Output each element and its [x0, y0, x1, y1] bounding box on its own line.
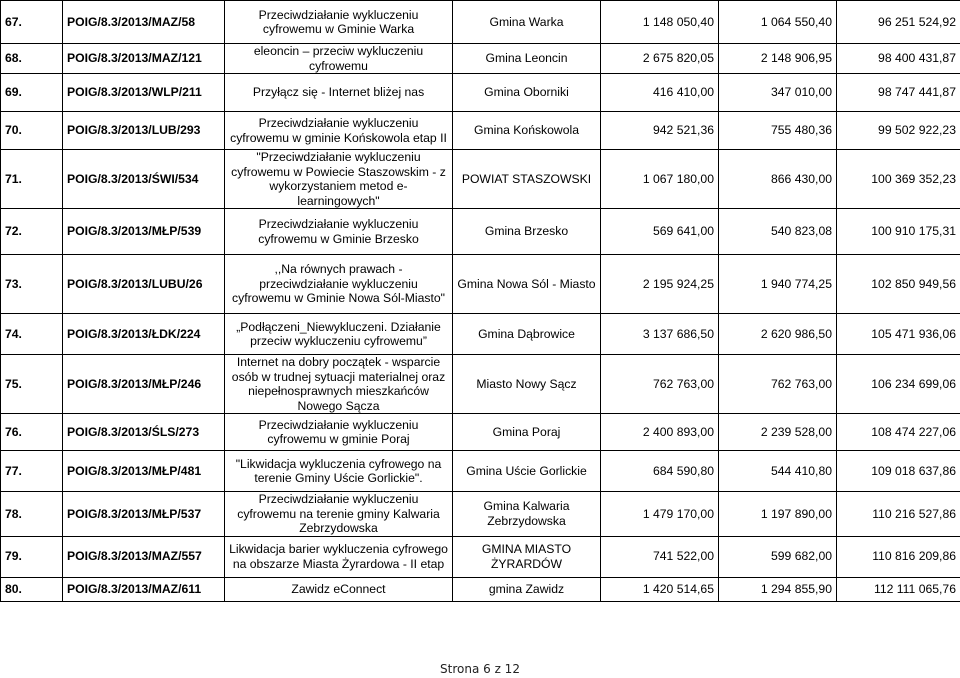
project-title: Internet na dobry początek - wsparcie osób w trudnej sytuacji materialnej oraz niepełnosprawnych mieszkańców Nowego Sącza [225, 355, 453, 414]
table-row [1, 577, 960, 601]
table-row [1, 536, 960, 577]
row-number: 71. [1, 150, 63, 209]
table-row [1, 209, 960, 255]
beneficiary: Gmina Oborniki [453, 74, 601, 112]
row-number: 73. [1, 255, 63, 314]
page-number: Strona 6 z 12 [440, 662, 520, 676]
project-id: POIG/8.3/2013/ŁDK/224 [63, 314, 225, 355]
cofinancing-amount: 762 763,00 [719, 355, 837, 414]
total-value: 2 195 924,25 [601, 255, 719, 314]
beneficiary: Gmina Warka [453, 1, 601, 44]
total-value: 1 479 170,00 [601, 492, 719, 537]
row-number: 77. [1, 451, 63, 492]
cumulative-amount: 98 400 431,87 [837, 44, 960, 74]
row-number: 78. [1, 492, 63, 537]
total-value: 741 522,00 [601, 536, 719, 577]
total-value: 569 641,00 [601, 209, 719, 255]
project-title: "Przeciwdziałanie wykluczeniu cyfrowemu w Powiecie Staszowskim - z wykorzystaniem metod e-learningowych" [225, 150, 453, 209]
beneficiary: POWIAT STASZOWSKI [453, 150, 601, 209]
total-value: 942 521,36 [601, 112, 719, 150]
project-id: POIG/8.3/2013/MŁP/537 [63, 492, 225, 537]
cumulative-amount: 96 251 524,92 [837, 1, 960, 44]
total-value: 1 148 050,40 [601, 1, 719, 44]
cumulative-amount: 100 910 175,31 [837, 209, 960, 255]
project-title: Przeciwdziałanie wykluczeniu cyfrowemu w gminie Końskowola etap II [225, 112, 453, 150]
project-id: POIG/8.3/2013/MAZ/121 [63, 44, 225, 74]
beneficiary: Gmina Końskowola [453, 112, 601, 150]
cofinancing-amount: 599 682,00 [719, 536, 837, 577]
beneficiary: Gmina Brzesko [453, 209, 601, 255]
project-title: „Podłączeni_Niewykluczeni. Działanie przeciw wykluczeniu cyfrowemu” [225, 314, 453, 355]
total-value: 2 675 820,05 [601, 44, 719, 74]
cumulative-amount: 110 816 209,86 [837, 536, 960, 577]
cumulative-amount: 106 234 699,06 [837, 355, 960, 414]
beneficiary: Gmina Leoncin [453, 44, 601, 74]
cofinancing-amount: 347 010,00 [719, 74, 837, 112]
cumulative-amount: 98 747 441,87 [837, 74, 960, 112]
row-number: 70. [1, 112, 63, 150]
total-value: 1 067 180,00 [601, 150, 719, 209]
cumulative-amount: 99 502 922,23 [837, 112, 960, 150]
cofinancing-amount: 1 940 774,25 [719, 255, 837, 314]
beneficiary: Gmina Nowa Sól - Miasto [453, 255, 601, 314]
table-row [1, 355, 960, 414]
project-title: Likwidacja barier wykluczenia cyfrowego na obszarze Miasta Żyrardowa - II etap [225, 536, 453, 577]
row-number: 75. [1, 355, 63, 414]
project-id: POIG/8.3/2013/MŁP/539 [63, 209, 225, 255]
cofinancing-amount: 1 064 550,40 [719, 1, 837, 44]
total-value: 762 763,00 [601, 355, 719, 414]
table-row [1, 414, 960, 451]
cofinancing-amount: 1 294 855,90 [719, 577, 837, 601]
project-id: POIG/8.3/2013/WLP/211 [63, 74, 225, 112]
project-title: Przeciwdziałanie wykluczeniu cyfrowemu w Gminie Warka [225, 1, 453, 44]
row-number: 76. [1, 414, 63, 451]
table-row [1, 112, 960, 150]
cumulative-amount: 108 474 227,06 [837, 414, 960, 451]
cumulative-amount: 110 216 527,86 [837, 492, 960, 537]
project-title: Przyłącz się - Internet bliżej nas [225, 74, 453, 112]
row-number: 74. [1, 314, 63, 355]
cofinancing-amount: 866 430,00 [719, 150, 837, 209]
cofinancing-amount: 1 197 890,00 [719, 492, 837, 537]
row-number: 69. [1, 74, 63, 112]
project-id: POIG/8.3/2013/ŚWI/534 [63, 150, 225, 209]
project-id: POIG/8.3/2013/LUB/293 [63, 112, 225, 150]
project-title: Przeciwdziałanie wykluczeniu cyfrowemu w Gminie Brzesko [225, 209, 453, 255]
beneficiary: Miasto Nowy Sącz [453, 355, 601, 414]
beneficiary: Gmina Uście Gorlickie [453, 451, 601, 492]
project-id: POIG/8.3/2013/MAZ/557 [63, 536, 225, 577]
cofinancing-amount: 540 823,08 [719, 209, 837, 255]
total-value: 684 590,80 [601, 451, 719, 492]
cofinancing-amount: 2 620 986,50 [719, 314, 837, 355]
project-title: ,,Na równych prawach - przeciwdziałanie wykluczeniu cyfrowemu w Gminie Nowa Sól-Miasto" [225, 255, 453, 314]
project-id: POIG/8.3/2013/MŁP/246 [63, 355, 225, 414]
cumulative-amount: 100 369 352,23 [837, 150, 960, 209]
projects-table-body [1, 1, 960, 602]
project-title: Przeciwdziałanie wykluczeniu cyfrowemu na terenie gminy Kalwaria Zebrzydowska [225, 492, 453, 537]
table-row [1, 255, 960, 314]
project-id: POIG/8.3/2013/MAZ/611 [63, 577, 225, 601]
table-row [1, 74, 960, 112]
project-title: Przeciwdziałanie wykluczeniu cyfrowemu w gminie Poraj [225, 414, 453, 451]
row-number: 68. [1, 44, 63, 74]
project-title: "Likwidacja wykluczenia cyfrowego na terenie Gminy Uście Gorlickie". [225, 451, 453, 492]
total-value: 3 137 686,50 [601, 314, 719, 355]
total-value: 2 400 893,00 [601, 414, 719, 451]
row-number: 67. [1, 1, 63, 44]
project-title: eleoncin – przeciw wykluczeniu cyfrowemu [225, 44, 453, 74]
table-row [1, 314, 960, 355]
table-row [1, 492, 960, 537]
project-id: POIG/8.3/2013/ŚLS/273 [63, 414, 225, 451]
project-id: POIG/8.3/2013/LUBU/26 [63, 255, 225, 314]
cumulative-amount: 112 111 065,76 [837, 577, 960, 601]
project-id: POIG/8.3/2013/MAZ/58 [63, 1, 225, 44]
cumulative-amount: 105 471 936,06 [837, 314, 960, 355]
table-row [1, 44, 960, 74]
table-row [1, 1, 960, 44]
beneficiary: Gmina Dąbrowice [453, 314, 601, 355]
project-title: Zawidz eConnect [225, 577, 453, 601]
total-value: 1 420 514,65 [601, 577, 719, 601]
cofinancing-amount: 755 480,36 [719, 112, 837, 150]
cumulative-amount: 102 850 949,56 [837, 255, 960, 314]
cofinancing-amount: 2 239 528,00 [719, 414, 837, 451]
beneficiary: Gmina Poraj [453, 414, 601, 451]
cofinancing-amount: 2 148 906,95 [719, 44, 837, 74]
cofinancing-amount: 544 410,80 [719, 451, 837, 492]
row-number: 72. [1, 209, 63, 255]
cumulative-amount: 109 018 637,86 [837, 451, 960, 492]
project-id: POIG/8.3/2013/MŁP/481 [63, 451, 225, 492]
total-value: 416 410,00 [601, 74, 719, 112]
row-number: 80. [1, 577, 63, 601]
beneficiary: GMINA MIASTO ŻYRARDÓW [453, 536, 601, 577]
beneficiary: gmina Zawidz [453, 577, 601, 601]
table-row [1, 451, 960, 492]
row-number: 79. [1, 536, 63, 577]
table-row [1, 150, 960, 209]
beneficiary: Gmina Kalwaria Zebrzydowska [453, 492, 601, 537]
